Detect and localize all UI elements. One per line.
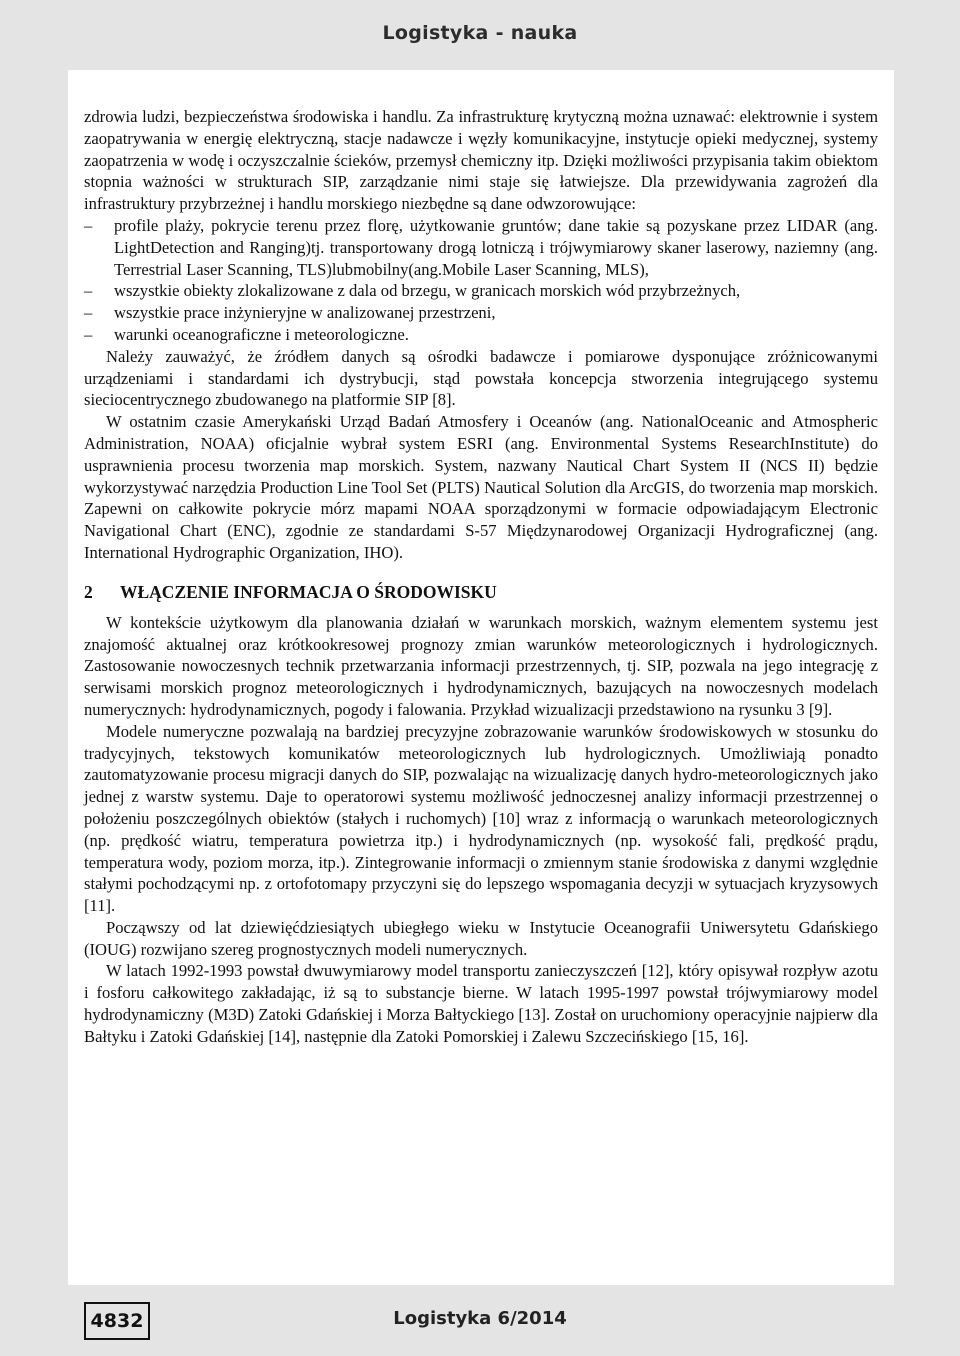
running-header: Logistyka - nauka [382, 22, 578, 44]
paragraph-noaa: W ostatnim czasie Amerykański Urząd Badań Atmosfery i Oceanów (ang. NationalOceanic and Atmospheric Administration, NOAA) oficjalnie wybrał system ESRI (ang. Environmental Systems ResearchInstitute) do usprawnienia procesu tworzenia map morskich. System, nazwany Nautical Chart System II (NCS II) będzie wykorzystywać narzędzia Production Line Tool Set (PLTS) Nautical Solution dla ArcGIS, do tworzenia map morskich. Zapewni on całkowite pokrycie mórz mapami NOAA sporządzonymi w formacie odpowiadającym Electronic Navigational Chart (ENC), zgodnie ze standardami S-57 Międzynarodowej Organizacji Hydrograficznej (ang. International Hydrographic Organization, IHO). [84, 412, 878, 562]
list-item: – warunki oceanograficzne i meteorologiczne. [84, 324, 409, 344]
section-title: WŁĄCZENIE INFORMACJA O ŚRODOWISKU [120, 581, 497, 602]
page-content [68, 70, 894, 1285]
section-number: 2 [84, 581, 93, 602]
list-item: – wszystkie obiekty zlokalizowane z dala od brzegu, w granicach morskich wód przybrzeżnych, [84, 281, 741, 301]
list-item: – wszystkie prace inżynieryjne w analizowanej przestrzeni, [84, 303, 496, 323]
dash-bullet: – [84, 303, 93, 323]
paragraph-ioug: Począwszy od lat dziewięćdziesiątych ubiegłego wieku w Instytucie Oceanografii Uniwersytetu Gdańskiego (IOUG) rozwijano szereg prognostycznych modeli numerycznych. [84, 917, 878, 959]
journal-footer: Logistyka 6/2014 [393, 1308, 567, 1329]
paragraph-1992: W latach 1992-1993 powstał dwuwymiarowy model transportu zanieczyszczeń [12], który opisywał rozpływ azotu i fosforu całkowitego zakładając, iż są to substancje bierne. W latach 1995-1997 powstał trójwymiarowy model hydrodynamiczny (M3D) Zatoki Gdańskiej i Morza Bałtyckiego [13]. Został on uruchomiony operacyjnie najpierw dla Bałtyku i Zatoki Gdańskiej [14], następnie dla Zatoki Pomorskiej i Zalewu Szczecińskiego [15, 16]. [84, 961, 878, 1046]
list-item: – profile plaży, pokrycie terenu przez florę, użytkowanie gruntów; dane takie są pozyskane przez LIDAR (ang. LightDetection and Ranging)tj. transportowany drogą lotniczą i trójwymiarowy skaner laserowy, naziemny (ang. Terrestrial Laser Scanning, TLS)lubmobilny(ang.Mobile Laser Scanning, MLS), [84, 215, 878, 279]
paragraph-intro: zdrowia ludzi, bezpieczeństwa środowiska i handlu. Za infrastrukturę krytyczną można uznawać: elektrownie i system zaopatrywania w energię elektryczną, stacje nadawcze i węzły komunikacyjne, instytucje opieki medycznej, systemy zaopatrzenia w wodę i oczyszczalnie ścieków, przemysł chemiczny itp. Dzięki możliwości przypisania takim obiektom stopnia ważności w strukturach SIP, zarządzanie nimi staje się łatwiejsze. Dla przewidywania zagrożeń dla infrastruktury przybrzeżnej i handlu morskiego niezbędne są dane odwzorowujące: [84, 107, 878, 214]
section-heading [84, 580, 878, 604]
paragraph-sources: Należy zauważyć, że źródłem danych są ośrodki badawcze i pomiarowe dysponujące zróżnicowanymi urządzeniami i standardami ich dystrybucji, stąd powstała koncepcja stworzenia integrującego systemu sieciocentrycznego zbudowanego na platformie SIP [8]. [84, 346, 878, 410]
data-list [84, 215, 878, 346]
dash-bullet: – [84, 215, 93, 235]
page-number-box: 4832 [84, 1302, 150, 1340]
dash-bullet: – [84, 281, 93, 301]
paragraph-models: Modele numeryczne pozwalają na bardziej precyzyjne zobrazowanie warunków środowiskowych w stosunku do tradycyjnych, tekstowych komunikatów meteorologicznych lub hydrologicznych. Umożliwiają ponadto zautomatyzowanie procesu migracji danych do SIP, pozwalając na wizualizację danych hydro-meteorologicznych jako jednej z warstw systemu. Daje to operatorowi systemu możliwość jednoczesnej analizy informacji przestrzennej o położeniu poszczególnych obiektów (stałych i ruchomych) [10] wraz z informacją o warunkach meteorologicznych (np. prędkość wiatru, temperatura powietrza itp.) i hydrodynamicznych (np. wysokość fali, prędkość prądu, temperatura wody, poziom morza, itp.). Zintegrowanie informacji o zmiennym stanie środowiska z danymi względnie stałymi pochodzącymi np. z ortofotomapy przyczyni się do lepszego wspomagania decyzji w sytuacjach kryzysowych [11]. [84, 721, 878, 916]
paragraph-context: W kontekście użytkowym dla planowania działań w warunkach morskich, ważnym elementem systemu jest znajomość aktualnej oraz krótkookresowej prognozy zmian warunków meteorologicznych i hydrologicznych. Zastosowanie nowoczesnych technik przetwarzania informacji przestrzennych, tj. SIP, pozwala na jego integrację z serwisami morskich prognoz meteorologicznych i hydrodynamicznych, bazujących na nowoczesnych modelach numerycznych: hydrodynamicznych, pogody i falowania. Przykład wizualizacji przedstawiono na rysunku 3 [9]. [84, 612, 878, 719]
dash-bullet: – [84, 324, 93, 344]
